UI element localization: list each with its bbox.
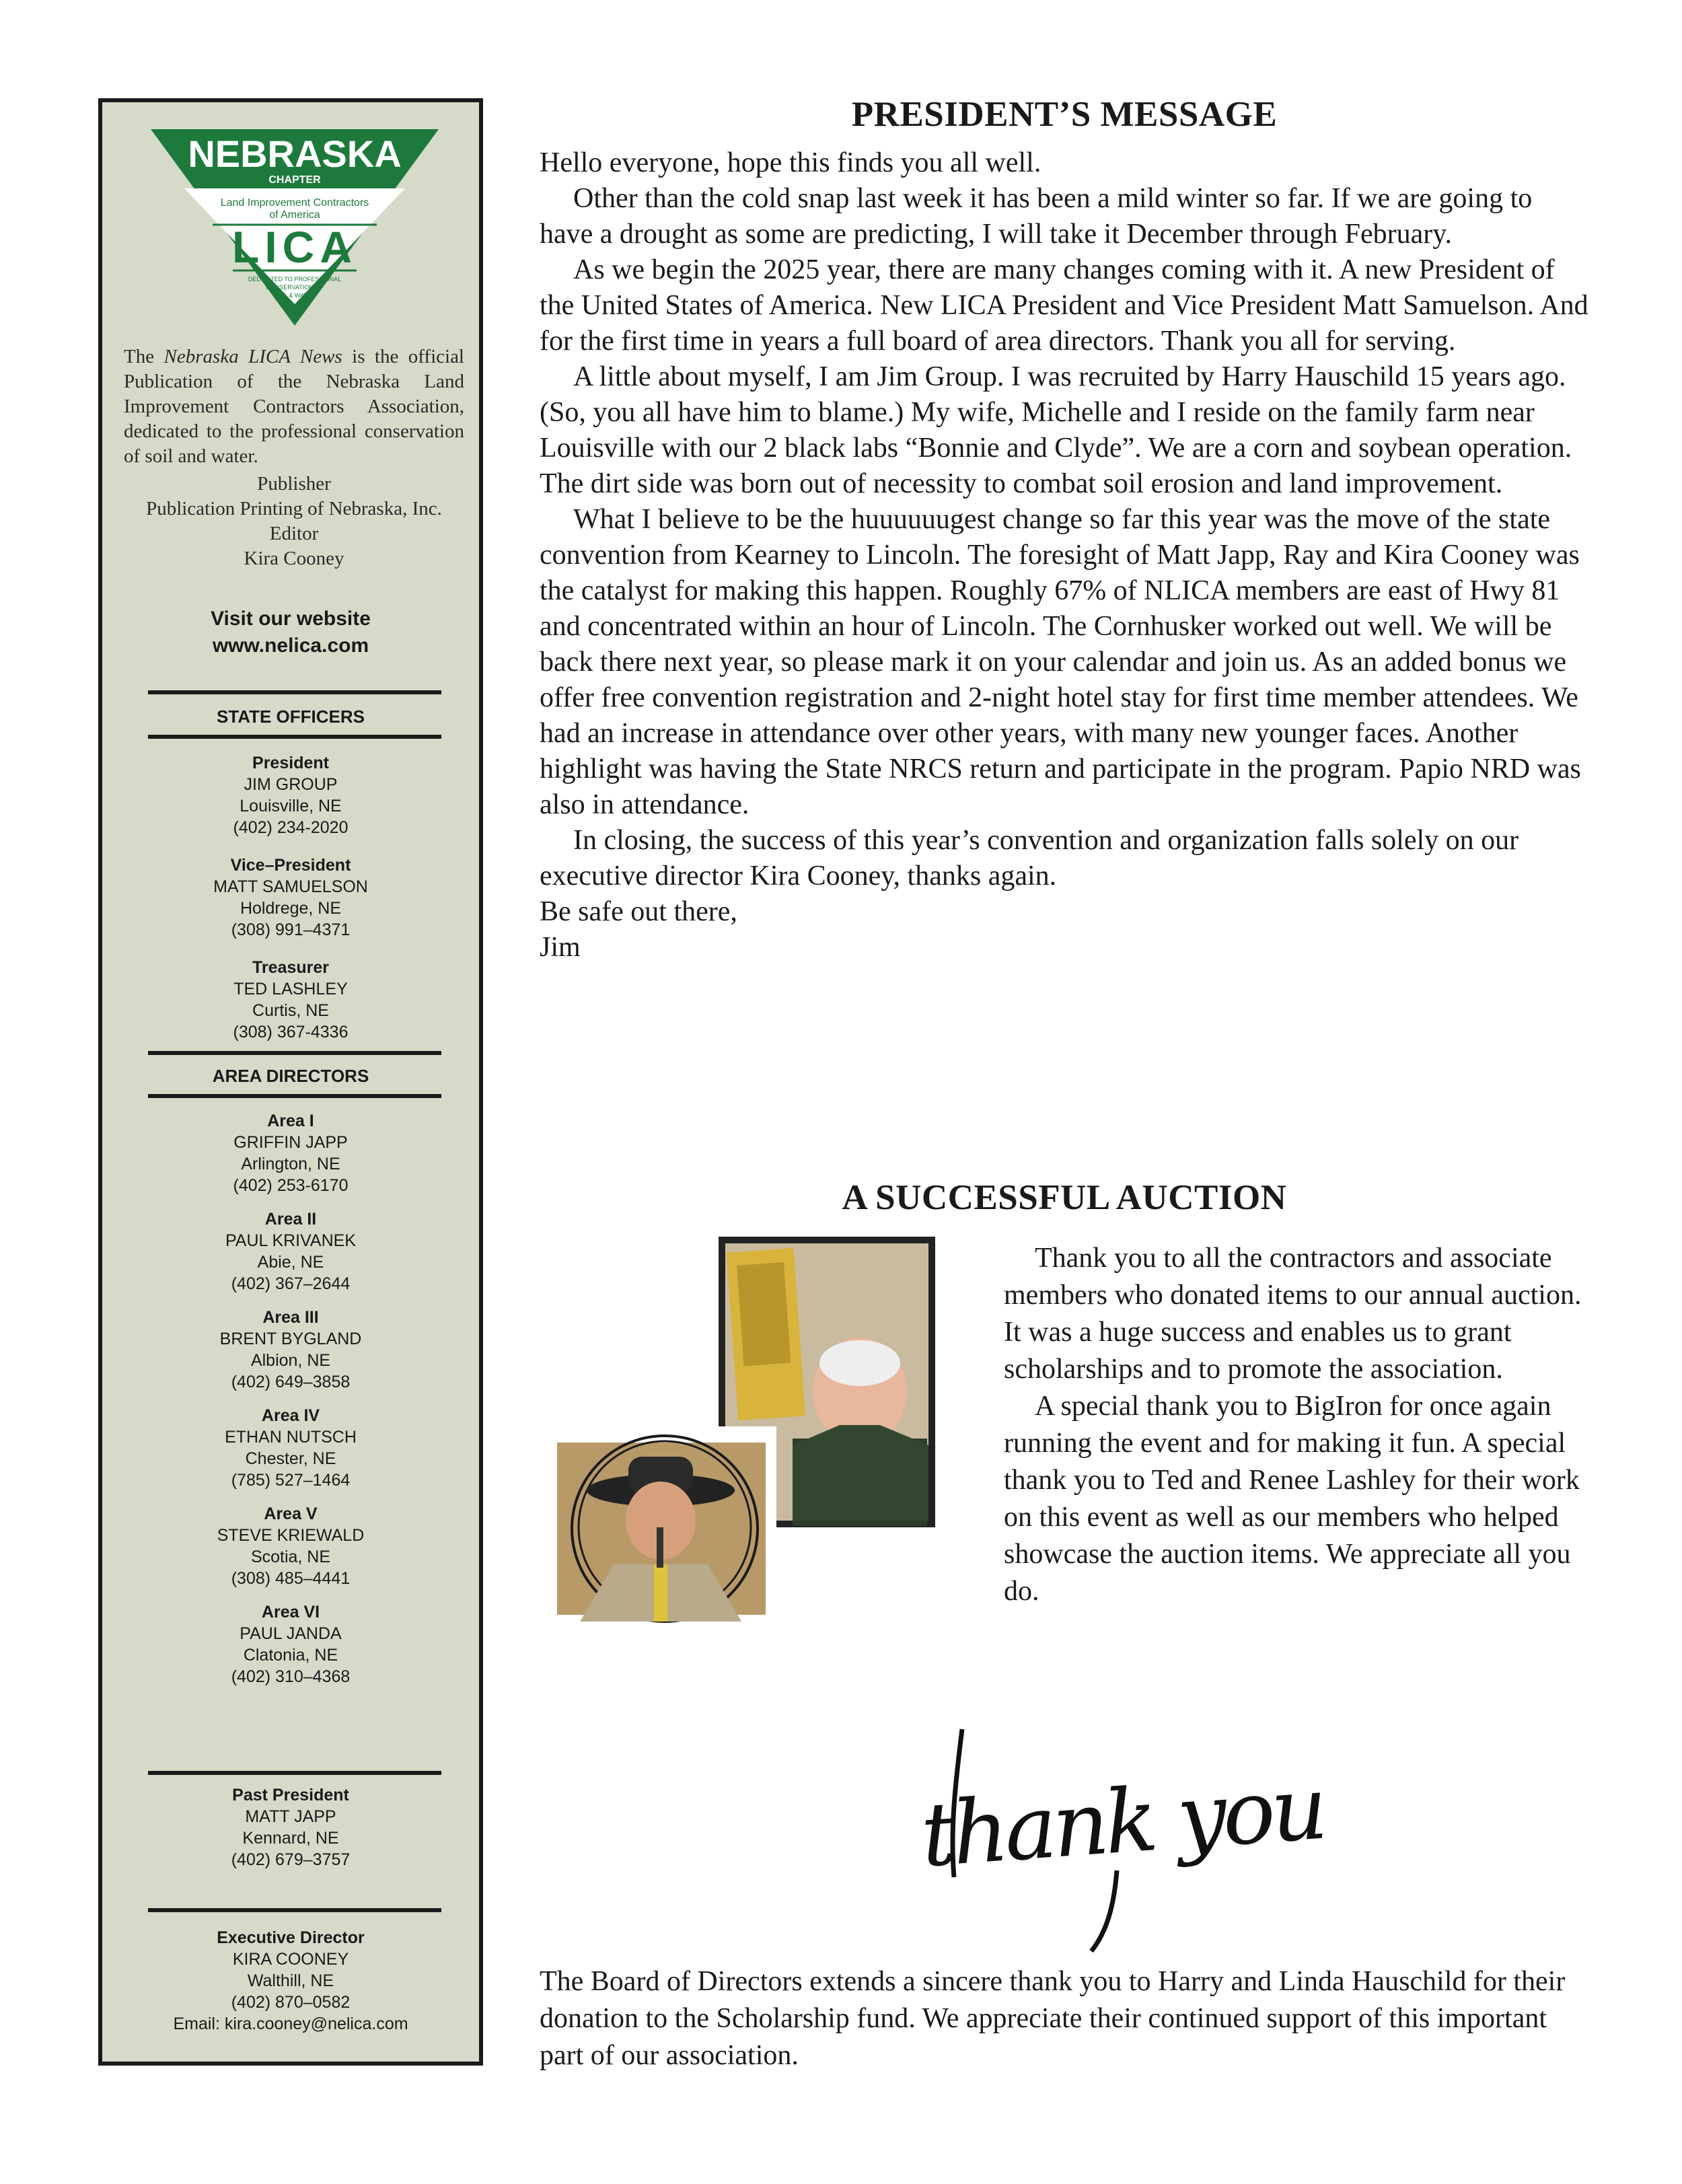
past-president-block: [102, 1784, 479, 1870]
officer-role: Vice–President: [230, 856, 351, 875]
svg-text:LICA: LICA: [232, 222, 357, 272]
editor-label: Editor: [269, 523, 319, 544]
presidents-message-title: PRESIDENT’S MESSAGE: [851, 95, 1278, 134]
director-name: PAUL KRIVANEK: [225, 1231, 357, 1250]
divider: [148, 1908, 441, 1912]
message-closing: Be safe out there,: [540, 896, 737, 927]
director-name: STEVE KRIEWALD: [217, 1526, 365, 1545]
area-label: Area II: [264, 1210, 317, 1229]
auction-body: [1004, 1240, 1589, 1610]
svg-text:CONSERVATION OF: CONSERVATION OF: [266, 284, 324, 291]
executive-director-label: Executive Director: [217, 1928, 365, 1947]
divider: [148, 1771, 441, 1775]
message-signature: Jim: [540, 932, 581, 963]
officer-phone: (402) 234-2020: [233, 818, 349, 837]
past-president-city: Kennard, NE: [242, 1829, 339, 1848]
scholarship-thanks: The Board of Directors extends a sincere thank you to Harry and Linda Hauschild for their donation to the Scholarship fund. We appreciate their continued support of this important part of our association.: [540, 1966, 1566, 2071]
director-city: Albion, NE: [250, 1351, 331, 1370]
executive-director-email[interactable]: Email: kira.cooney@nelica.com: [173, 2014, 408, 2033]
message-paragraph: A little about myself, I am Jim Group. I was recruited by Harry Hauschild 15 years ago. (So, you all have him to blame.) My wife, Michelle and I reside on the family farm near Louisville with our 2 black labs “Bonnie and Clyde”. We are a corn and soybean operation. The dirt side was born out of necessity to combat soil erosion and land improvement.: [540, 361, 1572, 499]
executive-director-name: KIRA COONEY: [232, 1950, 349, 1969]
divider: [148, 1051, 441, 1055]
auction-paragraph: Thank you to all the contractors and associate members who donated items to our annual auction. It was a huge success and enables us to grant scholarships and to promote the association.: [1004, 1243, 1582, 1385]
executive-director-city: Walthill, NE: [247, 1971, 334, 1990]
director-phone: (785) 527–1464: [231, 1471, 351, 1490]
officer-name: TED LASHLEY: [233, 980, 348, 998]
officer-president: [102, 752, 479, 838]
website-link[interactable]: www.nelica.com: [212, 634, 369, 657]
auction-title: A SUCCESSFUL AUCTION: [842, 1178, 1287, 1217]
officer-city: Louisville, NE: [240, 797, 342, 815]
thank-you-script: [915, 1702, 1327, 1958]
intro-pre: The: [124, 346, 164, 367]
message-paragraph: Other than the cold snap last week it has been a mild winter so far. If we are going to have a drought as some are predicting, I will take it December through February.: [540, 183, 1533, 250]
divider: [148, 690, 441, 694]
past-president-name: MATT JAPP: [245, 1807, 336, 1826]
publication-name: Nebraska LICA News: [163, 346, 342, 367]
publisher-label: Publisher: [257, 473, 331, 495]
state-officers-heading: STATE OFFICERS: [216, 706, 365, 727]
area-label: Area V: [264, 1504, 318, 1523]
director-city: Abie, NE: [257, 1253, 324, 1272]
area-director: [102, 1110, 479, 1196]
sidebar: [98, 98, 483, 2066]
officer-phone: (308) 991–4371: [231, 920, 351, 939]
director-phone: (402) 649–3858: [231, 1373, 351, 1391]
website-block: [102, 606, 479, 659]
svg-text:CHAPTER: CHAPTER: [268, 174, 321, 186]
area-label: Area IV: [261, 1406, 320, 1425]
svg-text:thank you: thank you: [918, 1756, 1327, 1887]
director-phone: (402) 253-6170: [233, 1176, 349, 1195]
executive-director-phone: (402) 870–0582: [231, 1993, 351, 2012]
director-name: GRIFFIN JAPP: [233, 1133, 348, 1152]
area-label: Area III: [262, 1308, 319, 1327]
area-directors-list: [102, 1110, 479, 1700]
officer-role: Treasurer: [252, 958, 329, 977]
svg-text:Land Improvement Contractors: Land Improvement Contractors: [220, 197, 369, 209]
message-paragraph: What I believe to be the huuuuuugest change so far this year was the move of the state convention from Kearney to Lincoln. The foresight of Matt Japp, Ray and Kira Cooney was the catalyst for making this happen. Roughly 67% of NLICA members are east of Hwy 81 and concentrated within an hour of Lincoln. The Cornhusker worked out well. We will be back there next year, so please mark it on your calendar and join us. As an added bonus we offer free convention registration and 2-night hotel stay for first time member attendees. We had an increase in attendance over other years, with many new younger faces. Another highlight was having the State NRCS return and participate in the program. Papio NRD was also in attendance.: [540, 504, 1581, 820]
executive-director-block: [102, 1927, 479, 2035]
past-president-label: Past President: [232, 1786, 349, 1805]
message-paragraph: Hello everyone, hope this finds you all well.: [540, 147, 1041, 178]
director-name: PAUL JANDA: [240, 1624, 342, 1643]
director-city: Clatonia, NE: [243, 1646, 338, 1665]
message-paragraph: As we begin the 2025 year, there are many changes coming with it. A new President of the United States of America. New LICA President and Vice President Matt Samuelson. And for the first time in years a full board of area directors. Thank you all for serving.: [540, 254, 1588, 357]
editor-name: Kira Cooney: [244, 548, 344, 569]
publication-intro: [124, 344, 464, 571]
photo-illustration: [553, 1426, 776, 1622]
svg-text:DEDICATED TO PROFESSIONAL: DEDICATED TO PROFESSIONAL: [248, 276, 342, 283]
auction-photo-auctioneer: [553, 1426, 776, 1622]
officer-vice-president: [102, 854, 479, 941]
officer-role: President: [252, 754, 329, 772]
intro-post: is the official Publication of the Nebraska Land Improvement Contractors Association, dedicated to the professional conservation of soil and water.: [124, 346, 464, 467]
masthead: [124, 472, 464, 571]
area-directors-heading: AREA DIRECTORS: [212, 1066, 369, 1086]
area-director: [102, 1405, 479, 1491]
area-director: [102, 1503, 479, 1589]
auction-paragraph: A special thank you to BigIron for once again running the event and for making it fun. A special thank you to Ted and Renee Lashley for their work on this event as well as our members who helped showcase the auction items. We appreciate all you do.: [1004, 1391, 1580, 1607]
officer-name: JIM GROUP: [244, 775, 338, 794]
director-phone: (308) 485–4441: [231, 1569, 351, 1588]
state-officers-list: [102, 752, 479, 1059]
divider: [148, 735, 441, 739]
officer-phone: (308) 367-4336: [233, 1023, 349, 1042]
area-director: [102, 1208, 479, 1295]
officer-name: MATT SAMUELSON: [213, 877, 368, 896]
publisher-name: Publication Printing of Nebraska, Inc.: [146, 498, 442, 519]
director-city: Arlington, NE: [241, 1155, 340, 1173]
director-name: ETHAN NUTSCH: [225, 1428, 357, 1447]
officer-treasurer: [102, 957, 479, 1043]
svg-text:NEBRASKA: NEBRASKA: [188, 133, 402, 175]
officer-city: Curtis, NE: [252, 1001, 329, 1020]
past-president-phone: (402) 679–3757: [231, 1850, 351, 1869]
director-phone: (402) 367–2644: [231, 1274, 351, 1293]
officer-city: Holdrege, NE: [240, 899, 342, 918]
divider: [148, 1094, 441, 1098]
message-paragraph: In closing, the success of this year’s convention and organization falls solely on our executive director Kira Cooney, thanks again.: [540, 825, 1519, 891]
area-label: Area VI: [261, 1603, 320, 1622]
svg-text:SOIL & WATER: SOIL & WATER: [273, 292, 316, 299]
presidents-message-body: [540, 145, 1589, 966]
director-name: BRENT BYGLAND: [219, 1330, 362, 1348]
svg-text:of America: of America: [269, 209, 320, 221]
website-label: Visit our website: [211, 608, 371, 630]
area-director: [102, 1307, 479, 1393]
director-city: Chester, NE: [245, 1449, 336, 1468]
area-label: Area I: [267, 1112, 314, 1130]
nebraska-lica-logo: [145, 124, 444, 330]
director-city: Scotia, NE: [250, 1548, 331, 1566]
director-phone: (402) 310–4368: [231, 1667, 351, 1686]
area-director: [102, 1601, 479, 1687]
presidents-message: [540, 87, 1589, 966]
